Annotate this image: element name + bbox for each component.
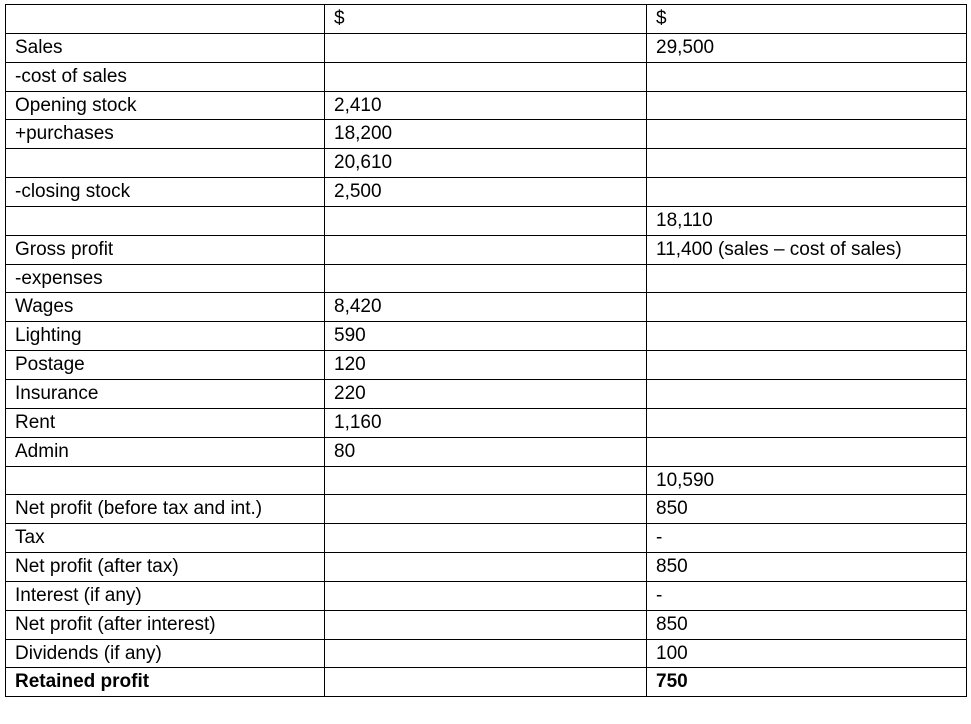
row-total <box>647 120 967 149</box>
row-subamount <box>325 466 647 495</box>
row-subamount: 18,200 <box>325 120 647 149</box>
row-label: Lighting <box>6 322 325 351</box>
retained-profit-row <box>6 668 967 697</box>
row-label <box>6 206 325 235</box>
table-row <box>6 33 967 62</box>
row-total <box>647 437 967 466</box>
row-subamount: 120 <box>325 351 647 380</box>
table-row <box>6 351 967 380</box>
row-total: 850 <box>647 553 967 582</box>
row-total <box>647 293 967 322</box>
table-row <box>6 322 967 351</box>
row-total <box>647 149 967 178</box>
row-label: Retained profit <box>6 668 325 697</box>
row-label: +purchases <box>6 120 325 149</box>
table-row <box>6 206 967 235</box>
row-subamount <box>325 206 647 235</box>
table-row <box>6 610 967 639</box>
row-subamount <box>325 581 647 610</box>
row-label: Sales <box>6 33 325 62</box>
row-subamount <box>325 639 647 668</box>
table-row <box>6 235 967 264</box>
header-cell-currency: $ <box>647 5 967 34</box>
row-subamount <box>325 495 647 524</box>
row-subamount <box>325 610 647 639</box>
row-subamount: 2,410 <box>325 91 647 120</box>
row-subamount <box>325 33 647 62</box>
row-total: - <box>647 581 967 610</box>
table-row <box>6 466 967 495</box>
row-total: 100 <box>647 639 967 668</box>
row-total: - <box>647 524 967 553</box>
table-row <box>6 91 967 120</box>
row-total <box>647 408 967 437</box>
table-row <box>6 264 967 293</box>
table-row <box>6 553 967 582</box>
row-total: 750 <box>647 668 967 697</box>
row-total <box>647 264 967 293</box>
table-row <box>6 437 967 466</box>
row-total <box>647 91 967 120</box>
row-subamount <box>325 235 647 264</box>
row-label: -closing stock <box>6 178 325 207</box>
row-total <box>647 351 967 380</box>
row-label: Tax <box>6 524 325 553</box>
row-label: Rent <box>6 408 325 437</box>
row-label <box>6 466 325 495</box>
row-total <box>647 62 967 91</box>
row-label: -cost of sales <box>6 62 325 91</box>
table-row <box>6 408 967 437</box>
table-row <box>6 62 967 91</box>
table-row <box>6 178 967 207</box>
row-label: Net profit (after interest) <box>6 610 325 639</box>
table-row <box>6 639 967 668</box>
income-statement-table <box>5 4 967 697</box>
table-row <box>6 379 967 408</box>
table-row <box>6 149 967 178</box>
row-label: Insurance <box>6 379 325 408</box>
row-total: 10,590 <box>647 466 967 495</box>
row-label: Wages <box>6 293 325 322</box>
row-label: Gross profit <box>6 235 325 264</box>
row-label: Postage <box>6 351 325 380</box>
header-cell-label <box>6 5 325 34</box>
row-subamount: 8,420 <box>325 293 647 322</box>
row-subamount: 2,500 <box>325 178 647 207</box>
row-label: Dividends (if any) <box>6 639 325 668</box>
row-total <box>647 379 967 408</box>
row-subamount <box>325 62 647 91</box>
row-subamount: 220 <box>325 379 647 408</box>
row-label: Admin <box>6 437 325 466</box>
row-subamount <box>325 264 647 293</box>
row-subamount <box>325 524 647 553</box>
row-total: 850 <box>647 610 967 639</box>
row-subamount <box>325 668 647 697</box>
header-cell-currency: $ <box>325 5 647 34</box>
table-row <box>6 495 967 524</box>
row-total: 850 <box>647 495 967 524</box>
row-subamount: 590 <box>325 322 647 351</box>
table-row <box>6 293 967 322</box>
row-total: 11,400 (sales – cost of sales) <box>647 235 967 264</box>
row-label: Interest (if any) <box>6 581 325 610</box>
row-subamount <box>325 553 647 582</box>
row-label: Net profit (after tax) <box>6 553 325 582</box>
row-total: 18,110 <box>647 206 967 235</box>
table-row <box>6 524 967 553</box>
row-total: 29,500 <box>647 33 967 62</box>
table-row <box>6 581 967 610</box>
row-label: Net profit (before tax and int.) <box>6 495 325 524</box>
row-label: Opening stock <box>6 91 325 120</box>
row-subamount: 1,160 <box>325 408 647 437</box>
row-label: -expenses <box>6 264 325 293</box>
header-row <box>6 5 967 34</box>
row-subamount: 80 <box>325 437 647 466</box>
row-total <box>647 178 967 207</box>
row-total <box>647 322 967 351</box>
row-label <box>6 149 325 178</box>
table-row <box>6 120 967 149</box>
row-subamount: 20,610 <box>325 149 647 178</box>
